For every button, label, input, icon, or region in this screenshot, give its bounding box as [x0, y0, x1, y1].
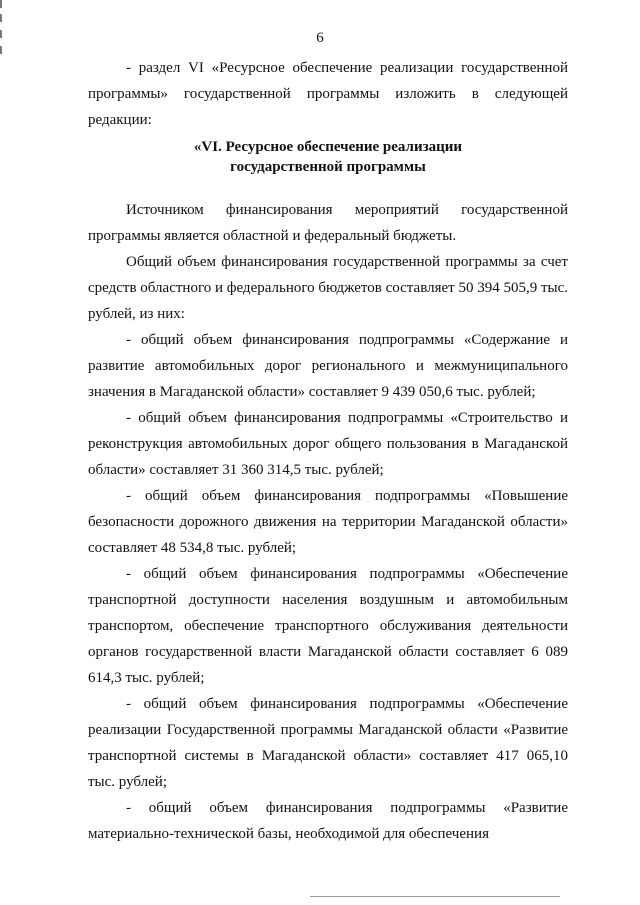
subprogram-roads-maintenance: - общий объем финансирования подпрограммы «Содержание и развитие автомобильных дорог регионального и межмуниципального значения в Магаданской области» составляет 9 439 050,6 тыс. рублей;: [88, 332, 568, 400]
scan-bottom-line: [310, 896, 560, 899]
section-heading-line-1: «VI. Ресурсное обеспечение реализации: [193, 139, 463, 155]
section-heading: [88, 137, 568, 177]
total-funding-paragraph: Общий объем финансирования государственной программы за счет средств областного и федерального бюджетов составляет 50 394 505,9 тыс. рублей, из них:: [88, 254, 568, 322]
section-heading-line-2: государственной программы: [230, 159, 426, 175]
subprogram-roads-construction: - общий объем финансирования подпрограммы «Строительство и реконструкция автомобильных дорог общего пользования в Магаданской области» составляет 31 360 314,5 тыс. рублей;: [88, 410, 568, 478]
subprogram-material-base: - общий объем финансирования подпрограммы «Развитие материально-технической базы, необходимой для обеспечения: [88, 800, 568, 842]
document-body: [88, 55, 568, 847]
intro-paragraph: - раздел VI «Ресурсное обеспечение реализации государственной программы» государственной программы изложить в следующей редакции:: [88, 60, 568, 128]
subprogram-road-safety: - общий объем финансирования подпрограммы «Повышение безопасности дорожного движения на территории Магаданской области» составляет 48 534,8 тыс. рублей;: [88, 488, 568, 556]
funding-source-paragraph: Источником финансирования мероприятий государственной программы является областной и федеральный бюджеты.: [88, 202, 568, 244]
subprogram-transport-accessibility: - общий объем финансирования подпрограммы «Обеспечение транспортной доступности населения воздушным и автомобильным транспортом, обеспечение транспортного обслуживания деятельности органов государственной власти Магаданской области составляет 6 089 614,3 тыс. рублей;: [88, 566, 568, 686]
subprogram-program-implementation: - общий объем финансирования подпрограммы «Обеспечение реализации Государственной программы Магаданской области «Развитие транспортной системы в Магаданской области» составляет 417 065,10 тыс. рублей;: [88, 696, 568, 790]
page-number: 6: [316, 30, 324, 46]
